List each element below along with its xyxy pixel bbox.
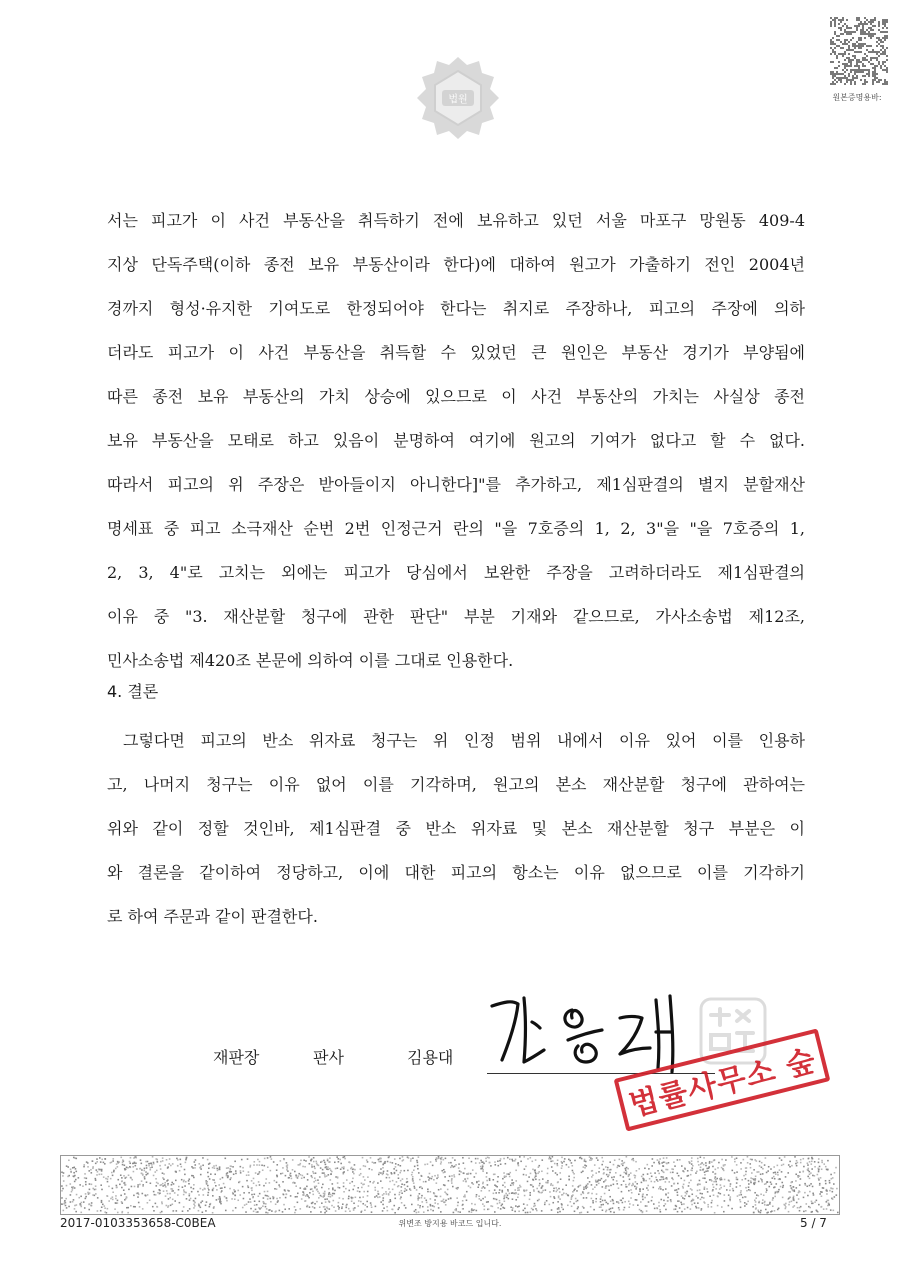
body-line: 경까지 형성·유지한 기여도로 한정되어야 한다는 취지로 주장하나, 피고의 주장에 의하 (107, 299, 805, 318)
body-line: 민사소송법 제420조 본문에 의하여 이를 그대로 인용한다. (107, 651, 514, 670)
verification-label: 원본증명용바: (832, 93, 882, 102)
body-line: 더라도 피고가 이 사건 부동산을 취득할 수 있었던 큰 원인은 부동산 경기가 부양됨에 (107, 343, 805, 362)
court-emblem-text: 법원 (448, 94, 468, 106)
role-presiding-judge: 재판장 (213, 1048, 260, 1067)
body-line: 따라서 피고의 위 주장은 받아들이지 아니한다]"를 추가하고, 제1심판결의 별지 분할재산 (107, 475, 805, 494)
anti-forgery-barcode (60, 1155, 840, 1215)
barcode-caption: 위변조 방지용 바코드 입니다. (398, 1219, 502, 1228)
body-line: 지상 단독주택(이하 종전 보유 부동산이라 한다)에 대하여 원고가 가출하기 전인 2004년 (107, 255, 805, 274)
body-line: 서는 피고가 이 사건 부동산을 취득하기 전에 보유하고 있던 서울 마포구 망원동 409-4 (107, 211, 805, 230)
role-judge: 판사 (313, 1048, 344, 1067)
judge-signature (480, 988, 700, 1076)
court-emblem-icon (415, 55, 501, 141)
body-line: 로 하여 주문과 같이 판결한다. (107, 907, 318, 926)
page-number: 5 / 7 (800, 1216, 827, 1230)
body-line: 그렇다면 피고의 반소 위자료 청구는 위 인정 범위 내에서 이유 있어 이를 인용하 (123, 731, 805, 750)
law-office-stamp: 법률사무소 숲 (614, 1028, 831, 1131)
judge-name: 김용대 (407, 1048, 454, 1067)
body-line: 2, 3, 4"로 고치는 외에는 피고가 당심에서 보완한 주장을 고려하더라도 제1심판결의 (107, 563, 805, 582)
verification-qr-code (830, 17, 888, 85)
section-heading: 4. 결론 (107, 682, 159, 701)
body-line: 와 결론을 같이하여 정당하고, 이에 대한 피고의 항소는 이유 없으므로 이를 기각하기 (107, 863, 805, 882)
body-line: 이유 중 "3. 재산분할 청구에 관한 판단" 부분 기재와 같으므로, 가사소송법 제12조, (107, 607, 805, 626)
body-line: 따른 종전 보유 부동산의 가치 상승에 있으므로 이 사건 부동산의 가치는 사실상 종전 (107, 387, 805, 406)
body-line: 고, 나머지 청구는 이유 없어 이를 기각하며, 원고의 본소 재산분할 청구에 관하여는 (107, 775, 805, 794)
body-line: 보유 부동산을 모태로 하고 있음이 분명하여 여기에 원고의 기여가 없다고 할 수 없다. (107, 431, 805, 450)
body-line: 위와 같이 정할 것인바, 제1심판결 중 반소 위자료 및 본소 재산분할 청구 부분은 이 (107, 819, 805, 838)
document-number: 2017-0103353658-C0BEA (60, 1216, 216, 1230)
body-line: 명세표 중 피고 소극재산 순번 2번 인정근거 란의 "을 7호증의 1, 2, 3"을 "을 7호증의 1, (107, 519, 805, 538)
